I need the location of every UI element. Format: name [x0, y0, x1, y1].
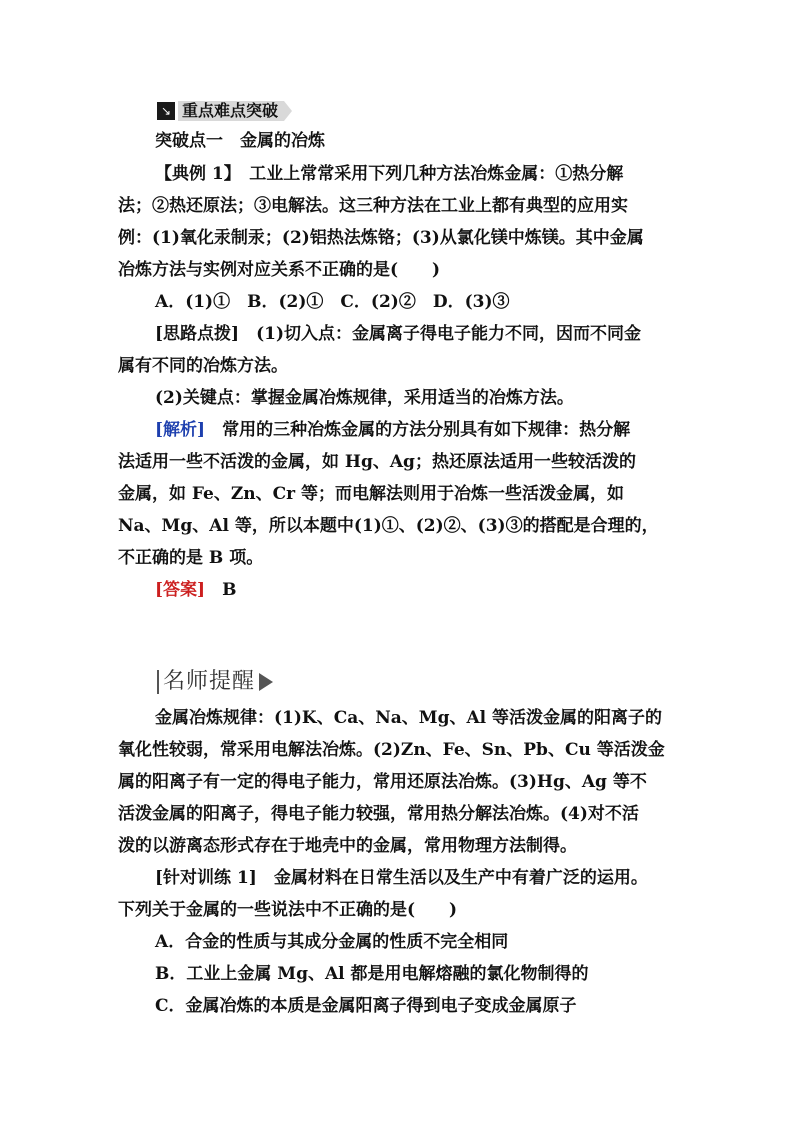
- section-header: [157, 100, 292, 122]
- tip-bar: [157, 670, 159, 694]
- training-option-a: A．合金的性质与其成分金属的性质不完全相同: [155, 932, 509, 952]
- example-line-3: 例：(1)氧化汞制汞；(2)铝热法炼铬；(3)从氯化镁中炼镁。其中金属: [118, 228, 644, 248]
- training-line-1: [155, 868, 715, 888]
- example-line-2: 法；②热还原法；③电解法。这三种方法在工业上都有典型的应用实: [118, 196, 628, 216]
- play-arrow-icon: [259, 673, 273, 691]
- example-line-1: [155, 164, 715, 184]
- analysis-line-4: Na、Mg、Al 等，所以本题中(1)①、(2)②、(3)③的搭配是合理的，: [118, 516, 659, 536]
- answer-value: B: [205, 580, 237, 600]
- tip-line-4: 活泼金属的阳离子，得电子能力较强，常用热分解法冶炼。(4)对不活: [118, 804, 639, 824]
- hint-line-3: (2)关键点：掌握金属冶炼规律，采用适当的冶炼方法。: [155, 388, 574, 408]
- section-title: 重点难点突破: [178, 101, 284, 121]
- breakthrough-title: 突破点一 金属的冶炼: [155, 131, 325, 151]
- example-text: 工业上常常采用下列几种方法冶炼金属：①热分解: [232, 164, 624, 184]
- tip-line-1: 金属冶炼规律：(1)K、Ca、Na、Mg、Al 等活泼金属的阳离子的: [155, 708, 663, 728]
- analysis-text: 常用的三种冶炼金属的方法分别具有如下规律：热分解: [205, 420, 631, 440]
- tip-line-3: 属的阳离子有一定的得电子能力，常用还原法冶炼。(3)Hg、Ag 等不: [118, 772, 647, 792]
- hint-label: [思路点拨]: [155, 324, 240, 344]
- answer-line: [155, 580, 715, 600]
- tip-header: [157, 667, 273, 697]
- hint-line-2: 属有不同的冶炼方法。: [118, 356, 288, 376]
- training-label: [针对训练 1]: [155, 868, 257, 888]
- example-line-4: 冶炼方法与实例对应关系不正确的是( ): [118, 260, 441, 280]
- analysis-line-5: 不正确的是 B 项。: [118, 548, 264, 568]
- arrow-icon: ↘: [157, 102, 175, 120]
- answer-label: [答案]: [155, 580, 206, 600]
- hint-text: (1)切入点：金属离子得电子能力不同，因而不同金: [239, 324, 642, 344]
- tip-title: 名师提醒: [163, 669, 256, 694]
- tip-line-5: 泼的以游离态形式存在于地壳中的金属，常用物理方法制得。: [118, 836, 577, 856]
- example-label: 【典例 1】: [155, 164, 233, 184]
- training-option-c: C．金属冶炼的本质是金属阳离子得到电子变成金属原子: [155, 996, 577, 1016]
- example-options: A．(1)① B．(2)① C．(2)② D．(3)③: [155, 292, 510, 312]
- tip-line-2: 氧化性较弱，常采用电解法冶炼。(2)Zn、Fe、Sn、Pb、Cu 等活泼金: [118, 740, 665, 760]
- analysis-line-1: [155, 420, 715, 440]
- hint-line-1: [155, 324, 715, 344]
- section-title-tail: [284, 101, 292, 121]
- analysis-label: [解析]: [155, 420, 206, 440]
- training-line-2: 下列关于金属的一些说法中不正确的是( ): [118, 900, 458, 920]
- training-option-b: B．工业上金属 Mg、Al 都是用电解熔融的氯化物制得的: [155, 964, 589, 984]
- training-text: 金属材料在日常生活以及生产中有着广泛的运用。: [256, 868, 648, 888]
- analysis-line-3: 金属，如 Fe、Zn、Cr 等；而电解法则用于冶炼一些活泼金属，如: [118, 484, 625, 504]
- analysis-line-2: 法适用一些不活泼的金属，如 Hg、Ag；热还原法适用一些较活泼的: [118, 452, 636, 472]
